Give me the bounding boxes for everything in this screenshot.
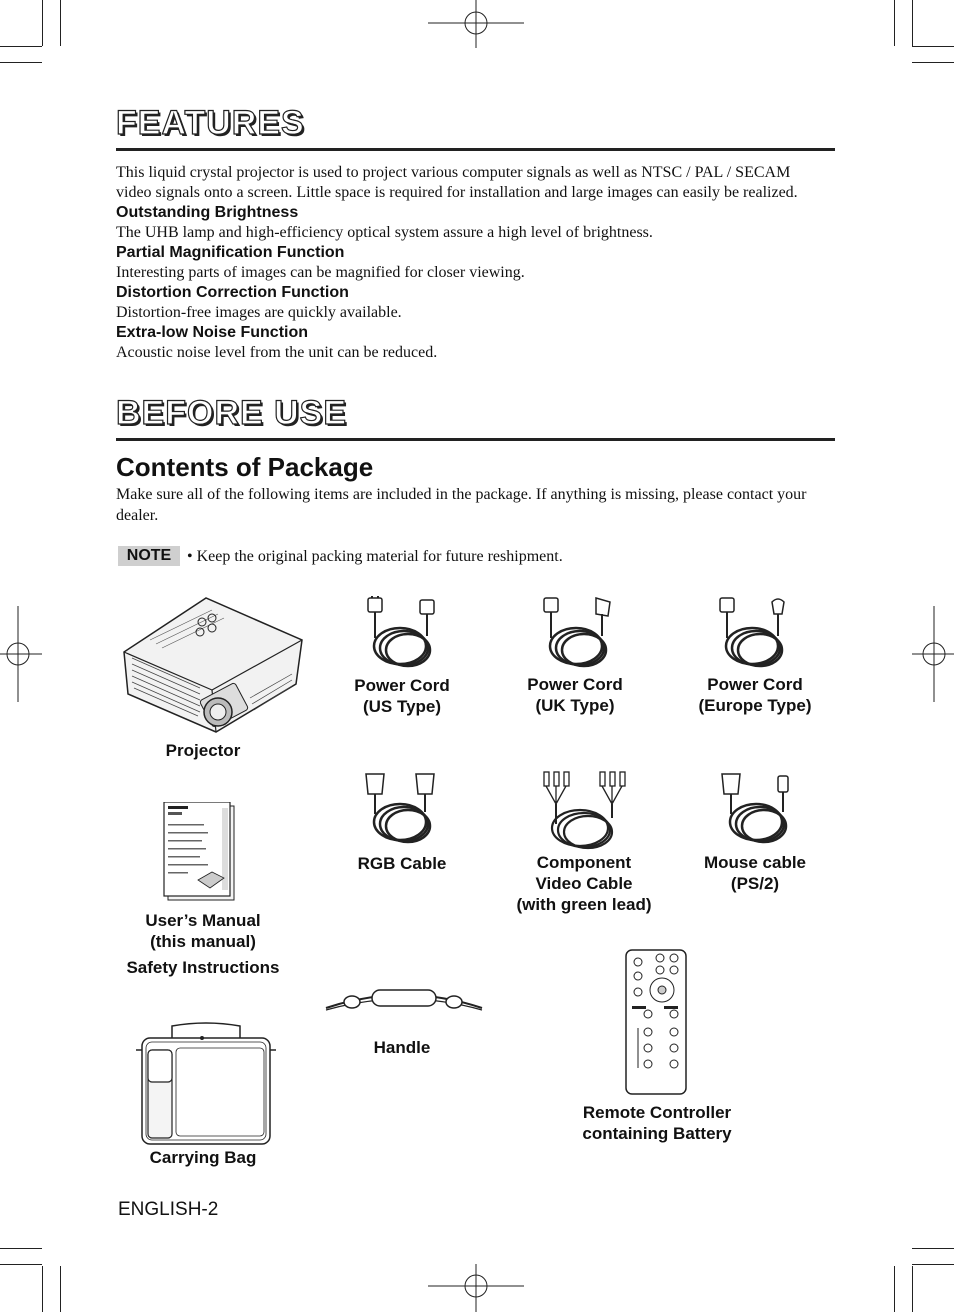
note-badge: NOTE — [118, 546, 180, 566]
label-component-video-cable: Component Video Cable (with green lead) — [516, 853, 652, 914]
feature-heading-magnification: Partial Magnification Function — [116, 244, 345, 261]
feature-heading-noise: Extra-low Noise Function — [116, 324, 309, 341]
carrying-bag-illustration — [132, 1020, 280, 1148]
power-cord-us-illustration — [362, 596, 442, 670]
rgb-cable-illustration — [362, 770, 442, 844]
feature-text-noise: Acoustic noise level from the unit can be reduced. — [116, 344, 438, 361]
label-remote-controller: Remote Controller containing Battery — [582, 1103, 732, 1143]
label-power-cord-us: Power Cord (US Type) — [354, 676, 450, 716]
features-intro: This liquid crystal projector is used to project various computer signals as well as NTSC / PAL / SECAM video signals onto a screen. Little space is required for installation and large images can easily be realized. — [116, 164, 798, 201]
features-rule — [116, 148, 835, 151]
label-handle: Handle — [373, 1038, 431, 1057]
power-cord-europe-illustration — [716, 596, 796, 670]
projector-illustration — [120, 594, 308, 734]
before-use-rule — [116, 438, 835, 441]
package-intro: Make sure all of the following items are included in the package. If anything is missing, please contact your dealer. — [116, 486, 807, 524]
feature-text-magnification: Interesting parts of images can be magnified for closer viewing. — [116, 264, 525, 281]
registration-mark-left — [0, 606, 42, 702]
power-cord-uk-illustration — [540, 596, 620, 670]
label-safety-instructions: Safety Instructions — [126, 958, 280, 977]
feature-text-brightness: The UHB lamp and high-efficiency optical system assure a high level of brightness. — [116, 224, 653, 241]
label-projector: Projector — [165, 741, 241, 760]
label-power-cord-europe: Power Cord (Europe Type) — [698, 675, 812, 715]
feature-text-distortion: Distortion-free images are quickly available. — [116, 304, 402, 321]
label-power-cord-uk: Power Cord (UK Type) — [527, 675, 623, 715]
component-video-cable-illustration — [540, 768, 630, 850]
features-heading: FEATURES — [116, 104, 305, 142]
handle-illustration — [322, 984, 486, 1024]
remote-controller-illustration — [624, 948, 688, 1096]
label-users-manual: User’s Manual (this manual) — [145, 911, 261, 951]
contents-of-package-heading: Contents of Package — [116, 452, 374, 482]
features-body — [116, 163, 828, 363]
registration-mark-bottom — [428, 1264, 524, 1312]
mouse-cable-illustration — [718, 770, 798, 844]
registration-mark-right — [912, 606, 954, 702]
page-number: ENGLISH-2 — [118, 1199, 219, 1220]
label-rgb-cable: RGB Cable — [357, 854, 447, 873]
feature-heading-distortion: Distortion Correction Function — [116, 284, 349, 301]
feature-heading-brightness: Outstanding Brightness — [116, 204, 299, 221]
before-use-heading: BEFORE USE — [116, 394, 348, 432]
note-text: • Keep the original packing material for future reshipment. — [187, 548, 563, 565]
label-carrying-bag: Carrying Bag — [149, 1148, 257, 1167]
registration-mark-top — [428, 0, 524, 48]
label-mouse-cable: Mouse cable (PS/2) — [703, 853, 807, 893]
users-manual-illustration — [162, 802, 238, 902]
